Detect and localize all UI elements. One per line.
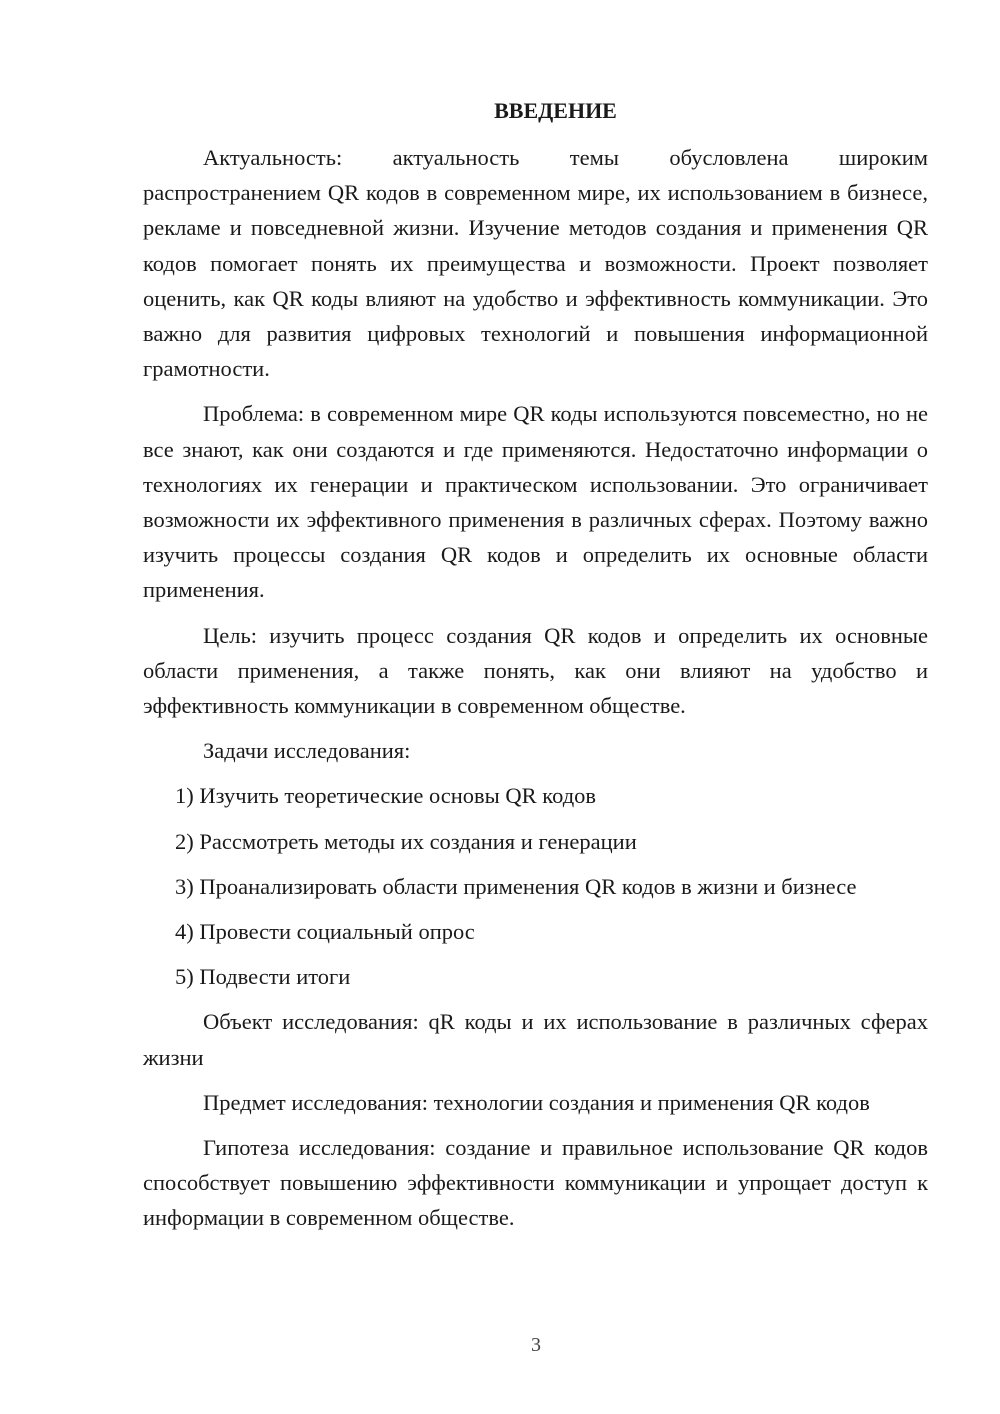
paragraph-object: Объект исследования: qR коды и их использование в различных сферах жизни xyxy=(143,1009,928,1070)
paragraph-goal: Цель: изучить процесс создания QR кодов и определить их основные области применения, а также понять, как они влияют на удобство и эффективность коммуникации в современном обществе. xyxy=(143,622,928,719)
list-item: 5) Подвести итоги xyxy=(175,964,351,990)
page-number: 3 xyxy=(531,1334,541,1356)
paragraph-tasks-heading: Задачи исследования: xyxy=(203,738,411,764)
list-item: 1) Изучить теоретические основы QR кодов xyxy=(175,783,597,809)
paragraph-problem: Проблема: в современном мире QR коды используются повсеместно, но не все знают, как они создаются и где применяются. Недостаточно информации о технологиях их генерации и практическом использовании. Это ограничивает возможности их эффективного применения в различных сферах. Поэтому важно изучить процессы создания QR кодов и определить их основные области применения. xyxy=(143,401,928,603)
list-item: 4) Провести социальный опрос xyxy=(175,919,475,945)
list-item: 2) Рассмотреть методы их создания и генерации xyxy=(175,828,637,854)
page-content xyxy=(143,93,928,1236)
section-title: ВВЕДЕНИЕ xyxy=(494,98,617,123)
list-item: 3) Проанализировать области применения QR кодов в жизни и бизнесе xyxy=(175,873,857,899)
paragraph-subject: Предмет исследования: технологии создания и применения QR кодов xyxy=(203,1089,870,1115)
paragraph-relevance: Актуальность: актуальность темы обусловлена широким распространением QR кодов в современном мире, их использованием в бизнесе, рекламе и повседневной жизни. Изучение методов создания и применения QR кодов помогает понять их преимущества и возможности. Проект позволяет оценить, как QR коды влияют на удобство и эффективность коммуникации. Это важно для развития цифровых технологий и повышения информационной грамотности. xyxy=(143,145,928,382)
paragraph-hypothesis: Гипотеза исследования: создание и правильное использование QR кодов способствует повышению эффективности коммуникации и упрощает доступ к информации в современном обществе. xyxy=(143,1135,928,1231)
